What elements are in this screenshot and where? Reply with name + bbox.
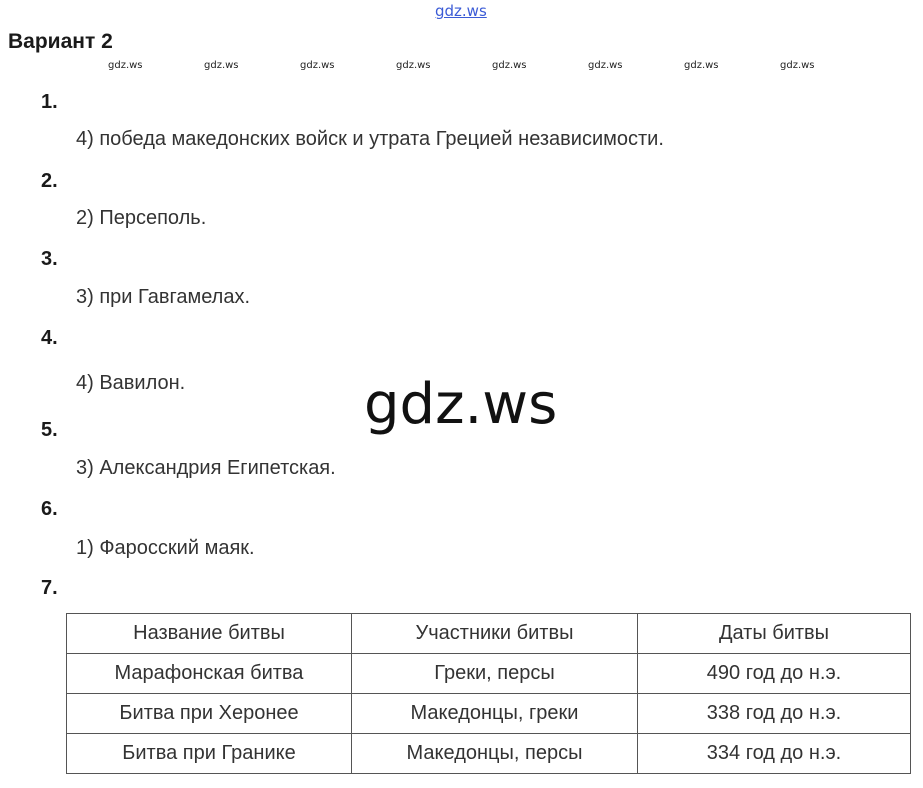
answer-2: 2) Персеполь. xyxy=(76,207,207,229)
watermark-text: gdz.ws xyxy=(300,60,335,71)
watermark-text: gdz.ws xyxy=(108,60,143,71)
table-row xyxy=(67,654,911,694)
watermark-text: gdz.ws xyxy=(492,60,527,71)
answer-5: 3) Александрия Египетская. xyxy=(76,457,336,479)
answer-4: 4) Вавилон. xyxy=(76,372,186,394)
table-cell: Марафонская битва xyxy=(67,654,352,694)
variant-title: Вариант 2 xyxy=(8,30,113,53)
question-number-3: 3. xyxy=(41,248,58,270)
answer-1: 4) победа македонских войск и утрата Грецией независимости. xyxy=(76,128,664,150)
table-cell: 338 год до н.э. xyxy=(638,694,911,734)
question-number-2: 2. xyxy=(41,170,58,192)
answer-6: 1) Фаросский маяк. xyxy=(76,537,255,559)
table-row xyxy=(67,734,911,774)
table-cell: Битва при Гранике xyxy=(67,734,352,774)
watermark-text: gdz.ws xyxy=(396,60,431,71)
question-number-5: 5. xyxy=(41,419,58,441)
table-cell: 490 год до н.э. xyxy=(638,654,911,694)
table-cell: Греки, персы xyxy=(352,654,638,694)
table-header-row xyxy=(67,614,911,654)
top-watermark: gdz.ws xyxy=(435,2,487,20)
question-number-1: 1. xyxy=(41,91,58,113)
question-number-7: 7. xyxy=(41,577,58,599)
watermark-row xyxy=(0,60,923,74)
answer-3: 3) при Гавгамелах. xyxy=(76,286,251,308)
table-header-cell: Название битвы xyxy=(67,614,352,654)
question-number-4: 4. xyxy=(41,327,58,349)
question-number-6: 6. xyxy=(41,498,58,520)
watermark-text: gdz.ws xyxy=(780,60,815,71)
table-cell: Македонцы, греки xyxy=(352,694,638,734)
table-row xyxy=(67,694,911,734)
table-cell: 334 год до н.э. xyxy=(638,734,911,774)
table-cell: Македонцы, персы xyxy=(352,734,638,774)
watermark-text: gdz.ws xyxy=(588,60,623,71)
battles-table xyxy=(66,613,911,774)
table-cell: Битва при Херонее xyxy=(67,694,352,734)
watermark-text: gdz.ws xyxy=(684,60,719,71)
table-header-cell: Даты битвы xyxy=(638,614,911,654)
center-watermark: gdz.ws xyxy=(364,372,558,437)
table-header-cell: Участники битвы xyxy=(352,614,638,654)
watermark-text: gdz.ws xyxy=(204,60,239,71)
